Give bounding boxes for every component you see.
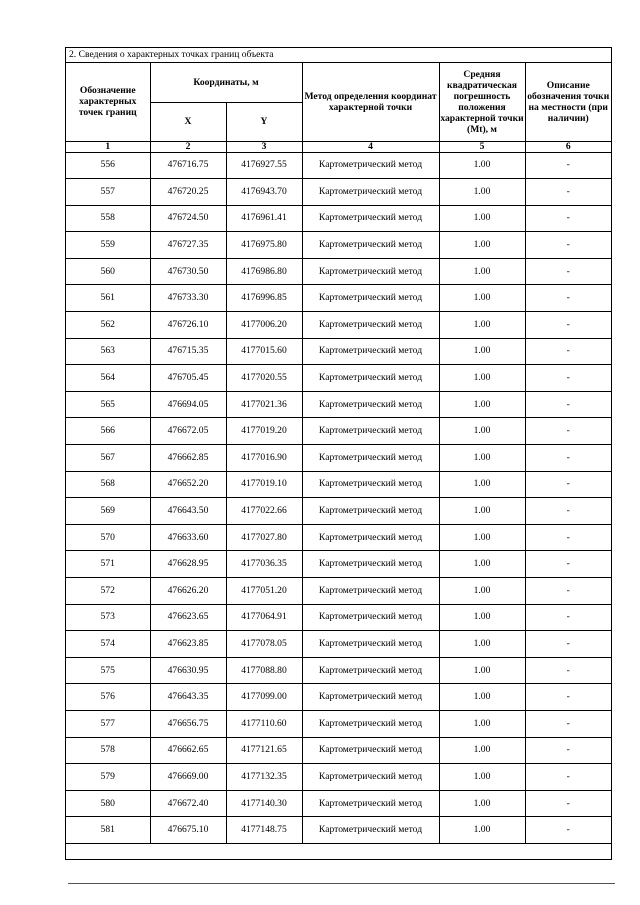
y-coordinate-cell: 4177064.91 xyxy=(226,604,302,631)
x-coordinate-cell: 476715.35 xyxy=(150,338,226,365)
y-coordinate-cell: 4177015.60 xyxy=(226,338,302,365)
method-cell: Картометрический метод xyxy=(302,498,439,525)
y-coordinate-cell: 4177027.80 xyxy=(226,524,302,551)
point-id-cell: 579 xyxy=(66,764,150,791)
column-number: 3 xyxy=(226,141,302,152)
method-cell: Картометрический метод xyxy=(302,551,439,578)
x-coordinate-cell: 476727.35 xyxy=(150,232,226,259)
table-row xyxy=(66,604,611,631)
table-row xyxy=(66,312,611,339)
description-cell: - xyxy=(525,418,611,445)
point-id-cell: 568 xyxy=(66,471,150,498)
x-coordinate-cell: 476724.50 xyxy=(150,205,226,232)
description-cell: - xyxy=(525,312,611,339)
method-cell: Картометрический метод xyxy=(302,684,439,711)
error-cell: 1.00 xyxy=(439,285,525,312)
error-cell: 1.00 xyxy=(439,365,525,392)
description-cell: - xyxy=(525,205,611,232)
y-coordinate-cell: 4177132.35 xyxy=(226,764,302,791)
point-id-cell: 578 xyxy=(66,737,150,764)
error-cell: 1.00 xyxy=(439,604,525,631)
error-cell: 1.00 xyxy=(439,764,525,791)
y-coordinate-cell: 4177016.90 xyxy=(226,445,302,472)
error-cell: 1.00 xyxy=(439,578,525,605)
method-cell: Картометрический метод xyxy=(302,817,439,844)
point-id-cell: 572 xyxy=(66,578,150,605)
point-id-cell: 569 xyxy=(66,498,150,525)
y-coordinate-cell: 4177140.30 xyxy=(226,790,302,817)
error-cell: 1.00 xyxy=(439,338,525,365)
table-row xyxy=(66,498,611,525)
x-coordinate-cell: 476672.05 xyxy=(150,418,226,445)
error-cell: 1.00 xyxy=(439,498,525,525)
x-coordinate-cell: 476694.05 xyxy=(150,391,226,418)
method-cell: Картометрический метод xyxy=(302,152,439,179)
y-coordinate-cell: 4176996.85 xyxy=(226,285,302,312)
y-coordinate-cell: 4177006.20 xyxy=(226,312,302,339)
x-coordinate-cell: 476672.40 xyxy=(150,790,226,817)
y-coordinate-cell: 4177036.35 xyxy=(226,551,302,578)
error-cell: 1.00 xyxy=(439,737,525,764)
error-cell: 1.00 xyxy=(439,418,525,445)
description-cell: - xyxy=(525,365,611,392)
description-cell: - xyxy=(525,285,611,312)
point-id-cell: 563 xyxy=(66,338,150,365)
y-coordinate-cell: 4177110.60 xyxy=(226,710,302,737)
table-row xyxy=(66,817,611,844)
x-coordinate-cell: 476623.85 xyxy=(150,631,226,658)
point-id-cell: 565 xyxy=(66,391,150,418)
error-cell: 1.00 xyxy=(439,631,525,658)
footer-divider xyxy=(68,883,615,884)
method-cell: Картометрический метод xyxy=(302,790,439,817)
description-cell: - xyxy=(525,391,611,418)
point-id-cell: 557 xyxy=(66,179,150,206)
point-id-cell: 567 xyxy=(66,445,150,472)
description-cell: - xyxy=(525,764,611,791)
x-coordinate-cell: 476662.65 xyxy=(150,737,226,764)
method-cell: Картометрический метод xyxy=(302,285,439,312)
table-row xyxy=(66,205,611,232)
y-coordinate-cell: 4177051.20 xyxy=(226,578,302,605)
point-id-cell: 561 xyxy=(66,285,150,312)
description-cell: - xyxy=(525,737,611,764)
table-row xyxy=(66,179,611,206)
point-id-cell: 559 xyxy=(66,232,150,259)
y-coordinate-cell: 4176975.80 xyxy=(226,232,302,259)
header-error: Средняя квадратическая погрешность положения характерной точки (Mt), м xyxy=(439,63,525,141)
table-row xyxy=(66,365,611,392)
method-cell: Картометрический метод xyxy=(302,232,439,259)
point-id-cell: 571 xyxy=(66,551,150,578)
point-id-cell: 560 xyxy=(66,258,150,285)
x-coordinate-cell: 476726.10 xyxy=(150,312,226,339)
table-row xyxy=(66,338,611,365)
error-cell: 1.00 xyxy=(439,205,525,232)
error-cell: 1.00 xyxy=(439,391,525,418)
error-cell: 1.00 xyxy=(439,684,525,711)
method-cell: Картометрический метод xyxy=(302,471,439,498)
header-x: X xyxy=(150,102,226,141)
table-row xyxy=(66,710,611,737)
description-cell: - xyxy=(525,604,611,631)
method-cell: Картометрический метод xyxy=(302,418,439,445)
description-cell: - xyxy=(525,817,611,844)
error-cell: 1.00 xyxy=(439,445,525,472)
x-coordinate-cell: 476643.50 xyxy=(150,498,226,525)
y-coordinate-cell: 4177019.10 xyxy=(226,471,302,498)
x-coordinate-cell: 476730.50 xyxy=(150,258,226,285)
method-cell: Картометрический метод xyxy=(302,338,439,365)
y-coordinate-cell: 4177019.20 xyxy=(226,418,302,445)
method-cell: Картометрический метод xyxy=(302,578,439,605)
y-coordinate-cell: 4176943.70 xyxy=(226,179,302,206)
method-cell: Картометрический метод xyxy=(302,657,439,684)
description-cell: - xyxy=(525,710,611,737)
table-row xyxy=(66,285,611,312)
method-cell: Картометрический метод xyxy=(302,524,439,551)
header-description: Описание обозначения точки на местности (при наличии) xyxy=(525,63,611,141)
description-cell: - xyxy=(525,684,611,711)
error-cell: 1.00 xyxy=(439,152,525,179)
x-coordinate-cell: 476675.10 xyxy=(150,817,226,844)
point-id-cell: 564 xyxy=(66,365,150,392)
description-cell: - xyxy=(525,498,611,525)
point-id-cell: 562 xyxy=(66,312,150,339)
description-cell: - xyxy=(525,657,611,684)
column-number: 2 xyxy=(150,141,226,152)
point-id-cell: 556 xyxy=(66,152,150,179)
y-coordinate-cell: 4177078.05 xyxy=(226,631,302,658)
table-row xyxy=(66,684,611,711)
method-cell: Картометрический метод xyxy=(302,258,439,285)
error-cell: 1.00 xyxy=(439,817,525,844)
description-cell: - xyxy=(525,152,611,179)
header-coordinates: Координаты, м xyxy=(150,63,302,102)
method-cell: Картометрический метод xyxy=(302,710,439,737)
point-id-cell: 577 xyxy=(66,710,150,737)
x-coordinate-cell: 476669.00 xyxy=(150,764,226,791)
column-numbers-row xyxy=(66,141,611,152)
point-id-cell: 558 xyxy=(66,205,150,232)
description-cell: - xyxy=(525,631,611,658)
table-row xyxy=(66,258,611,285)
column-number: 6 xyxy=(525,141,611,152)
point-id-cell: 580 xyxy=(66,790,150,817)
boundary-points-table xyxy=(66,63,611,844)
description-cell: - xyxy=(525,258,611,285)
description-cell: - xyxy=(525,232,611,259)
table-row xyxy=(66,232,611,259)
x-coordinate-cell: 476630.95 xyxy=(150,657,226,684)
x-coordinate-cell: 476733.30 xyxy=(150,285,226,312)
column-number: 1 xyxy=(66,141,150,152)
x-coordinate-cell: 476623.65 xyxy=(150,604,226,631)
method-cell: Картометрический метод xyxy=(302,604,439,631)
table-row xyxy=(66,737,611,764)
table-row xyxy=(66,551,611,578)
x-coordinate-cell: 476652.20 xyxy=(150,471,226,498)
error-cell: 1.00 xyxy=(439,179,525,206)
description-cell: - xyxy=(525,179,611,206)
x-coordinate-cell: 476662.85 xyxy=(150,445,226,472)
method-cell: Картометрический метод xyxy=(302,205,439,232)
table-row xyxy=(66,445,611,472)
error-cell: 1.00 xyxy=(439,471,525,498)
method-cell: Картометрический метод xyxy=(302,312,439,339)
header-y: Y xyxy=(226,102,302,141)
x-coordinate-cell: 476656.75 xyxy=(150,710,226,737)
description-cell: - xyxy=(525,790,611,817)
x-coordinate-cell: 476633.60 xyxy=(150,524,226,551)
y-coordinate-cell: 4177148.75 xyxy=(226,817,302,844)
table-row xyxy=(66,391,611,418)
method-cell: Картометрический метод xyxy=(302,764,439,791)
point-id-cell: 581 xyxy=(66,817,150,844)
method-cell: Картометрический метод xyxy=(302,445,439,472)
table-row xyxy=(66,471,611,498)
point-id-cell: 574 xyxy=(66,631,150,658)
y-coordinate-cell: 4177099.00 xyxy=(226,684,302,711)
point-id-cell: 576 xyxy=(66,684,150,711)
error-cell: 1.00 xyxy=(439,790,525,817)
description-cell: - xyxy=(525,551,611,578)
error-cell: 1.00 xyxy=(439,258,525,285)
y-coordinate-cell: 4177088.80 xyxy=(226,657,302,684)
method-cell: Картометрический метод xyxy=(302,737,439,764)
error-cell: 1.00 xyxy=(439,312,525,339)
error-cell: 1.00 xyxy=(439,710,525,737)
section-title: 2. Сведения о характерных точках границ объекта xyxy=(66,48,611,63)
point-id-cell: 573 xyxy=(66,604,150,631)
error-cell: 1.00 xyxy=(439,524,525,551)
x-coordinate-cell: 476643.35 xyxy=(150,684,226,711)
table-row xyxy=(66,631,611,658)
method-cell: Картометрический метод xyxy=(302,365,439,392)
description-cell: - xyxy=(525,524,611,551)
error-cell: 1.00 xyxy=(439,551,525,578)
point-id-cell: 575 xyxy=(66,657,150,684)
column-number: 5 xyxy=(439,141,525,152)
point-id-cell: 566 xyxy=(66,418,150,445)
method-cell: Картометрический метод xyxy=(302,631,439,658)
y-coordinate-cell: 4177020.55 xyxy=(226,365,302,392)
table-row xyxy=(66,657,611,684)
y-coordinate-cell: 4176961.41 xyxy=(226,205,302,232)
header-method: Метод определения координат характерной точки xyxy=(302,63,439,141)
column-number: 4 xyxy=(302,141,439,152)
description-cell: - xyxy=(525,445,611,472)
description-cell: - xyxy=(525,338,611,365)
method-cell: Картометрический метод xyxy=(302,179,439,206)
error-cell: 1.00 xyxy=(439,657,525,684)
table-row xyxy=(66,790,611,817)
description-cell: - xyxy=(525,471,611,498)
description-cell: - xyxy=(525,578,611,605)
x-coordinate-cell: 476626.20 xyxy=(150,578,226,605)
y-coordinate-cell: 4176927.55 xyxy=(226,152,302,179)
document-frame xyxy=(65,47,612,860)
table-row xyxy=(66,524,611,551)
x-coordinate-cell: 476628.95 xyxy=(150,551,226,578)
header-designation: Обозначение характерных точек границ xyxy=(66,63,150,141)
table-row xyxy=(66,152,611,179)
x-coordinate-cell: 476716.75 xyxy=(150,152,226,179)
point-id-cell: 570 xyxy=(66,524,150,551)
error-cell: 1.00 xyxy=(439,232,525,259)
table-row xyxy=(66,578,611,605)
method-cell: Картометрический метод xyxy=(302,391,439,418)
table-body xyxy=(66,152,611,843)
table-row xyxy=(66,418,611,445)
y-coordinate-cell: 4177021.36 xyxy=(226,391,302,418)
y-coordinate-cell: 4177022.66 xyxy=(226,498,302,525)
x-coordinate-cell: 476720.25 xyxy=(150,179,226,206)
table-row xyxy=(66,764,611,791)
y-coordinate-cell: 4177121.65 xyxy=(226,737,302,764)
y-coordinate-cell: 4176986.80 xyxy=(226,258,302,285)
x-coordinate-cell: 476705.45 xyxy=(150,365,226,392)
